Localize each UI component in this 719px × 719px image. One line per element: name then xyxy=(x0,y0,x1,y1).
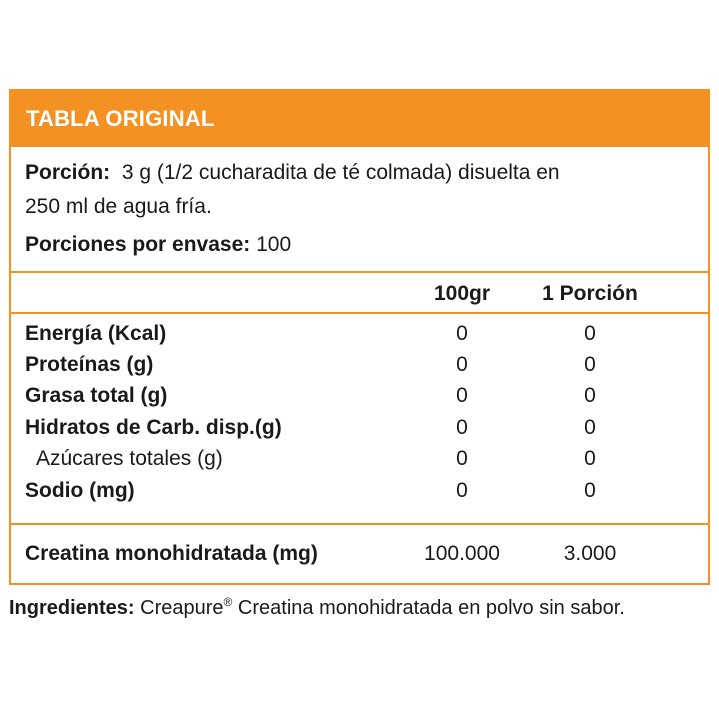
portion-label: Porción: xyxy=(25,161,111,184)
row-value-portion: 0 xyxy=(584,322,596,345)
row-label-carbs: Hidratos de Carb. disp.(g) xyxy=(25,416,282,439)
row-value-portion: 0 xyxy=(584,416,596,439)
divider xyxy=(11,271,708,273)
row-label-sugars: Azúcares totales (g) xyxy=(36,447,223,470)
registered-mark: ® xyxy=(223,595,233,609)
nutrition-table xyxy=(9,89,710,585)
servings-value: 100 xyxy=(256,233,292,256)
row-label-creatine: Creatina monohidratada (mg) xyxy=(25,542,318,565)
column-header-100g: 100gr xyxy=(433,282,491,305)
row-label-energy: Energía (Kcal) xyxy=(25,322,167,345)
row-value-portion: 0 xyxy=(584,384,596,407)
ingredients-line xyxy=(9,597,625,620)
creatine-value-portion: 3.000 xyxy=(563,542,617,565)
portion-line-1 xyxy=(25,161,560,185)
ingredients-label: Ingredientes: xyxy=(9,597,135,619)
table-title: TABLA ORIGINAL xyxy=(11,91,708,147)
row-label-fat: Grasa total (g) xyxy=(25,384,168,407)
row-value-100g: 0 xyxy=(456,416,468,439)
row-value-100g: 0 xyxy=(456,353,468,376)
portion-value: 3 g (1/2 cucharadita de té colmada) disuelta en xyxy=(121,161,560,184)
row-value-100g: 0 xyxy=(456,322,468,345)
servings-line xyxy=(25,233,291,257)
servings-label: Porciones por envase: xyxy=(25,233,251,256)
row-label-protein: Proteínas (g) xyxy=(25,353,154,376)
portion-line-2: 250 ml de agua fría. xyxy=(25,195,212,218)
ingredients-brand: Creapure xyxy=(140,597,224,619)
row-value-100g: 0 xyxy=(456,447,468,470)
row-label-sodium: Sodio (mg) xyxy=(25,479,135,502)
divider xyxy=(11,523,708,525)
row-value-100g: 0 xyxy=(456,479,468,502)
divider xyxy=(11,312,708,314)
ingredients-text: Creatina monohidratada en polvo sin sabor. xyxy=(232,597,625,619)
row-value-100g: 0 xyxy=(456,384,468,407)
creatine-value-100g: 100.000 xyxy=(424,542,500,565)
row-value-portion: 0 xyxy=(584,479,596,502)
column-header-portion: 1 Porción xyxy=(542,282,638,305)
row-value-portion: 0 xyxy=(584,353,596,376)
row-value-portion: 0 xyxy=(584,447,596,470)
